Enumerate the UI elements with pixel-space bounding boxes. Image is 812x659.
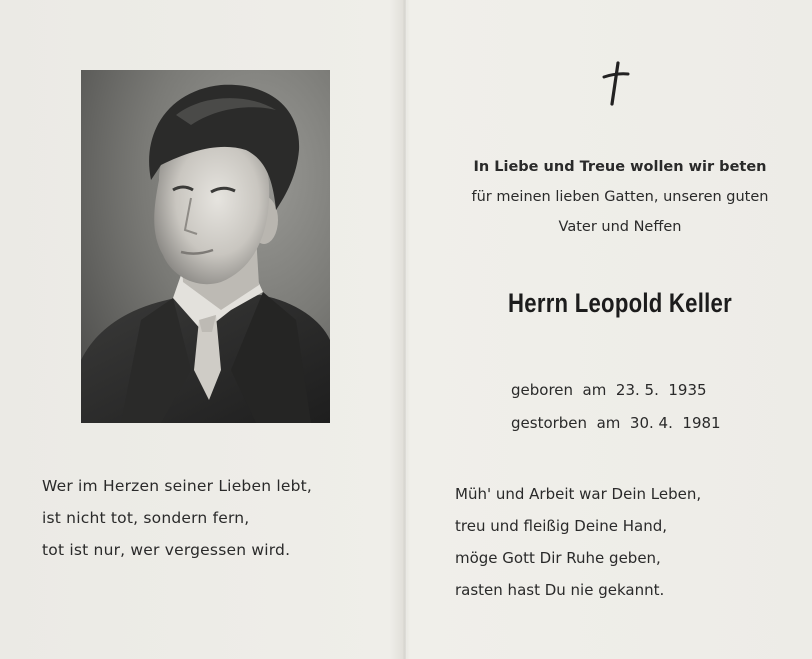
portrait-photo: [81, 70, 330, 423]
verse-line: tot ist nur, wer vergessen wird.: [42, 541, 291, 559]
verse-line: Wer im Herzen seiner Lieben lebt,: [42, 477, 313, 495]
intro-line-3: Vater und Neffen: [558, 219, 682, 235]
deceased-name: Herrn Leopold Keller: [508, 288, 732, 318]
portrait-image: [81, 70, 330, 423]
verse-line: rasten hast Du nie gekannt.: [455, 581, 665, 599]
birth-date: geboren am 23. 5. 1935: [511, 381, 707, 399]
left-verse: [42, 470, 372, 566]
death-date: gestorben am 30. 4. 1981: [511, 414, 721, 432]
verse-line: treu und fleißig Deine Hand,: [455, 517, 667, 535]
right-verse: [455, 478, 795, 606]
intro-text: [440, 152, 800, 242]
intro-line-2: für meinen lieben Gatten, unseren guten: [471, 189, 769, 205]
intro-line-1: In Liebe und Treue wollen wir beten: [473, 159, 767, 175]
verse-line: möge Gott Dir Ruhe geben,: [455, 549, 661, 567]
card-fold: [403, 0, 407, 659]
cross-icon: [594, 60, 638, 106]
verse-line: ist nicht tot, sondern fern,: [42, 509, 250, 527]
verse-line: Müh' und Arbeit war Dein Leben,: [455, 485, 702, 503]
life-dates: [511, 374, 721, 440]
